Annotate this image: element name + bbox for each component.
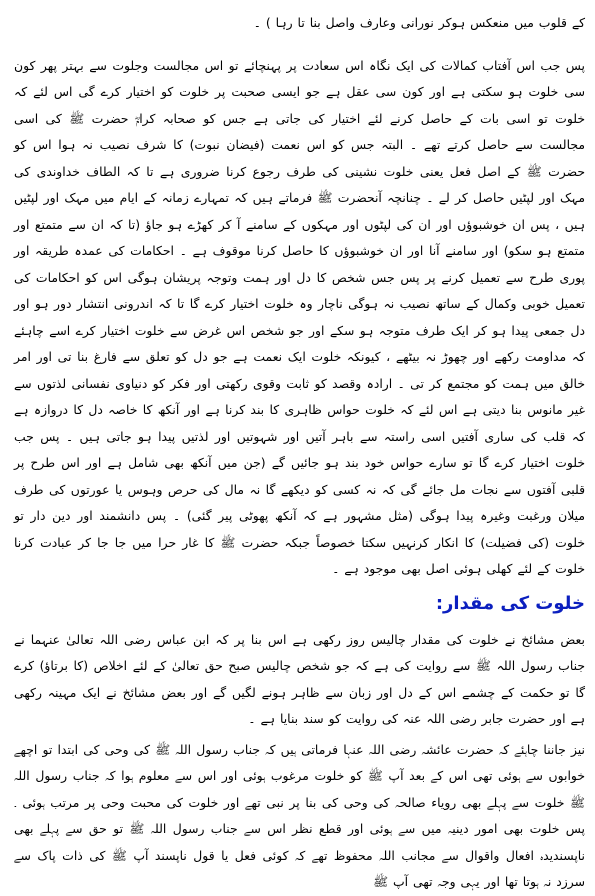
paragraph-khalwat-fazilat: پس جب اس آفتاب کمالات کی ایک نگاہ اس سعادت پر پہنچائے تو اس مجالست وجلوت سے بہتر پھر کون سی خلوت ہو سکتی ہے اور کون سی عقل ہے جو ایسی صحبت پر خلوت کو اختیار کرے گی اس لئے کہ خلوت تو اسی بات کے حاصل کرنے لئے اختیار کی جاتی ہے جس کو صحابہ کرامؓ حضرت ﷺ کی اسی مجالست سے حاصل کرتے تھے ۔ البتہ جس کو اس نعمت (فیضان نبوت) کا شرف نصیب نہ ہوا اس کو حضرت ﷺ کے اصل فعل یعنی خلوت نشینی کی طرف رجوع کرنا ضروری ہے تا کہ الطاف خداوندی کی مہک اور لپٹیں حاصل کر لے ۔ چنانچہ آنحضرت ﷺ فرماتے ہیں کہ تمہارے زمانہ کے ایام میں مہک اور لپٹیں ہیں ، پس ان خوشبوؤں اور ان کی لپٹوں اور مہکوں کے سامنے آ کر کھڑے ہو جاؤ (تا کہ ان سے متمتع اور متمتع ہو سکو) اور سامنے آنا اور ان خوشبوؤں کا حاصل کرنا موقوف ہے ۔ احکامات کی عمدہ طریقہ اور پوری طرح سے تعمیل کرنے پر پس جس شخص کا دل اور ہمت وتوجہ پریشان ہوگی اس کو احکامات کی تعمیل خوبی وکمال کے ساتھ نصیب نہ ہوگی ناچار وہ خلوت اختیار کرے گا تا کہ اندرونی انتشار دور ہو اور دل جمعی پیدا ہو کر ایک طرف متوجہ ہو سکے اور جو شخص اس غرض سے خلوت اختیار کرے اسے چاہئے کہ مداومت رکھے اور چھوڑ نہ بیٹھے ، کیونکہ خلوت ایک نعمت ہے جو دل کو تعلق سے فارغ بنا تی اور امر خالق میں ہمت کو مجتمع کر تی ۔ ارادہ وقصد کو ثابت وقوی رکھتی اور فکر کو دنیاوی نفسانی لذتوں سے غیر مانوس بنا دیتی ہے اس لئے کہ خلوت حواس ظاہری کا بند کرنا ہے اور آنکھ کا خاصہ دل کا دروازہ ہے کہ قلب کی ساری آفتیں اسی راستہ سے باہر آتیں اور شہوتیں اور لذتیں پیدا ہو جاتی ہیں ۔ پس جب خلوت اختیار کرے گا تو سارے حواس خود بند ہو جائیں گے (جن میں آنکھ بھی شامل ہے اور اس طرح پر قلبی آفتوں سے نجات مل جائے گی کہ نہ کسی کو دیکھے گا نہ مال کی حرص وہوس یا عورتوں کی طرف میلان ورغبت وغیرہ پیدا ہوگی (مثل مشہور ہے کہ آنکھ پھوٹی پیر گئی) ۔ پس دانشمند اور دین دار تو خلوت (کی فضیلت) کا انکار کرنہیں سکتا خصوصاً جبکہ حضرت ﷺ کا غار حرا میں جا جا کر عبادت کرنا خلوت کے لئے کھلی ہوئی اصل بھی موجود ہے ۔ (14, 57, 585, 576)
section-heading-text: خلوت کی مقدار: (435, 592, 585, 614)
section-heading-khalwat-miqdar (14, 589, 585, 619)
paragraph-miqdar: بعض مشائخ نے خلوت کی مقدار چالیس روز رکھی ہے اس بنا پر کہ ابن عباس رضی اللہ تعالیٰ عنہما نے جناب رسول اللہ ﷺ سے روایت کی ہے کہ جو شخص چالیس صبح حق تعالیٰ کے لئے اخلاص (کا برتاؤ) کرے گا تو حکمت کے چشمے اس کے دل اور زبان سے ظاہر ہونے لگیں گے اور بعض مشائخ نے ایک مہینہ رکھی ہے اور حضرت جابر رضی اللہ عنہ کی روایت کو سند بنایا ہے ۔ (14, 631, 585, 726)
intro-line: کے قلوب میں منعکس ہوکر نورانی وعارف واصل بنا تا رہا ) ۔ (253, 15, 585, 30)
paragraph-ayesha-riwayat: نیز جاننا چاہئے کہ حضرت عائشہ رضی اللہ عنہا فرماتی ہیں کہ جناب رسول اللہ ﷺ کی وحی کی ابتدا تو اچھے خوابوں سے ہوئی تھی اس کے بعد آپ ﷺ کو خلوت مرغوب ہوئی اور اس سے معلوم ہوا کہ جناب رسول اللہ ﷺ خلوت سے پہلے بھی رویاء صالحہ کی وحی کی بنا پر نبی تھے اور خلوت کی محبت وحی پر مرتب ہوئی ۔ پس خلوت بھی امور دینیہ میں سے ہوئی اور قطع نظر اس سے جناب رسول اللہ ﷺ تو حق سے پہلے بھی ناپسندیدہ افعال واقوال سے مجانب اللہ محفوظ تھے کہ کوئی فعل یا قول ناپسند آپ ﷺ کی ذات پاک سے سرزد نہ ہوتا تھا اور یہی وجہ تھی آپ ﷺ (14, 741, 585, 889)
